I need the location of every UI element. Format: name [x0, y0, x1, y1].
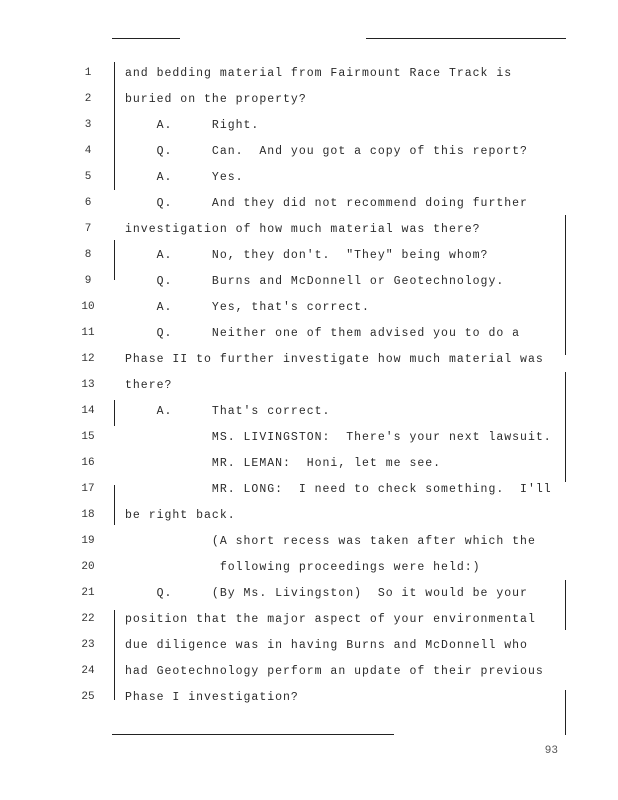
line-number: 21: [81, 587, 95, 599]
line-number: 12: [81, 353, 95, 365]
line-number: 8: [84, 249, 92, 261]
left-margin-bar: [114, 485, 115, 525]
line-text: position that the major aspect of your environmental: [125, 613, 536, 626]
line-number: 24: [81, 665, 95, 677]
line-text: A. Yes, that's correct.: [125, 301, 370, 314]
line-number: 5: [84, 171, 92, 183]
left-margin-bar: [114, 400, 115, 426]
line-text: Phase I investigation?: [125, 691, 299, 704]
line-number: 14: [81, 405, 95, 417]
line-number: 1: [84, 67, 92, 79]
top-left-rule: [112, 38, 180, 39]
line-text: there?: [125, 379, 173, 392]
line-number: 10: [81, 301, 95, 313]
line-text: Q. (By Ms. Livingston) So it would be your: [125, 587, 528, 600]
line-text: Q. Burns and McDonnell or Geotechnology.: [125, 275, 505, 288]
line-number: 4: [84, 145, 92, 157]
line-text: following proceedings were held:): [125, 561, 481, 574]
line-text: MR. LEMAN: Honi, let me see.: [125, 457, 442, 470]
left-margin-bar: [114, 62, 115, 190]
line-number: 25: [81, 691, 95, 703]
line-number: 17: [81, 483, 95, 495]
left-margin-bar: [114, 240, 115, 280]
line-number: 16: [81, 457, 95, 469]
right-margin-bar: [565, 215, 566, 355]
line-number: 2: [84, 93, 92, 105]
right-margin-bar: [565, 580, 566, 630]
line-text: A. Right.: [125, 119, 260, 132]
top-right-rule: [366, 38, 566, 39]
page-number: 93: [544, 745, 558, 757]
line-text: investigation of how much material was there?: [125, 223, 481, 236]
line-text: Q. Neither one of them advised you to do a: [125, 327, 521, 340]
line-text: Q. And they did not recommend doing further: [125, 197, 528, 210]
line-number: 23: [81, 639, 95, 651]
line-number: 15: [81, 431, 95, 443]
left-margin-bar: [114, 610, 115, 700]
line-text: and bedding material from Fairmount Race Track is: [125, 67, 513, 80]
line-number: 13: [81, 379, 95, 391]
line-number: 7: [84, 223, 92, 235]
line-text: MR. LONG: I need to check something. I'll: [125, 483, 552, 496]
line-number: 18: [81, 509, 95, 521]
line-number: 6: [84, 197, 92, 209]
line-text: due diligence was in having Burns and McDonnell who: [125, 639, 528, 652]
line-number: 11: [81, 327, 95, 339]
line-number: 22: [81, 613, 95, 625]
line-text: had Geotechnology perform an update of their previous: [125, 665, 544, 678]
line-text: A. No, they don't. "They" being whom?: [125, 249, 489, 262]
line-text: Q. Can. And you got a copy of this report?: [125, 145, 528, 158]
line-number: 20: [81, 561, 95, 573]
line-number: 3: [84, 119, 92, 131]
line-text: be right back.: [125, 509, 236, 522]
right-margin-bar: [565, 372, 566, 482]
bottom-rule: [112, 734, 394, 735]
line-text: A. That's correct.: [125, 405, 331, 418]
right-margin-bar: [565, 690, 566, 735]
line-text: (A short recess was taken after which the: [125, 535, 536, 548]
line-number: 19: [81, 535, 95, 547]
line-text: MS. LIVINGSTON: There's your next lawsuit.: [125, 431, 552, 444]
line-text: Phase II to further investigate how much material was: [125, 353, 544, 366]
line-text: buried on the property?: [125, 93, 307, 106]
line-text: A. Yes.: [125, 171, 244, 184]
line-number: 9: [84, 275, 92, 287]
